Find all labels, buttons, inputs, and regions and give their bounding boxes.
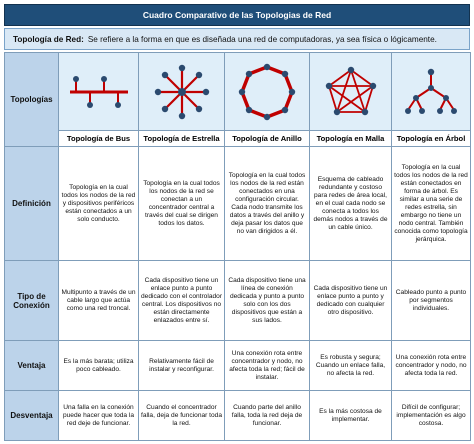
mesh-tipo: Cada dispositivo tiene un enlace punto a punto y dedicado con cualquier otro dispositivo. [310, 261, 392, 341]
page-title: Cuadro Comparativo de las Topologias de Red [4, 4, 470, 26]
tree-desventaja: Difícil de configurar; implementación es algo costosa. [392, 391, 471, 441]
star-definicion: Topología en la cual todos los nodos de la red se conectan a un concentrador central a través del cual se dirigen todos los datos. [139, 147, 225, 261]
tree-caption: Topología en Árbol [392, 131, 471, 147]
tree-cell [392, 53, 471, 131]
mesh-definicion: Esquema de cableado redundante y costoso para redes de área local, en el cual cada nodo se conecta a todos los demás nodos a través de un cable único. [310, 147, 392, 261]
bus-definicion: Topología en la cual todos los nodos de la red y dispositivos periféricos están conectados a un solo conducto. [59, 147, 139, 261]
tree-definicion: Topología en la cual todos los nodos de la red están conectados en forma de árbol. Es similar a una serie de redes estrella, sin embargo no tiene un nodo central. También conocida como topología jerárquica. [392, 147, 471, 261]
star-desventaja: Cuando el concentrador falla, deja de funcionar toda la red. [139, 391, 225, 441]
row-label-definicion: Definición [5, 147, 59, 261]
table-row-definicion [5, 147, 471, 261]
ring-cell [225, 53, 310, 131]
table-row-images [5, 53, 471, 131]
bus-caption: Topología de Bus [59, 131, 139, 147]
network-topology-definition [4, 28, 470, 50]
definition-label: Topología de Red: [13, 34, 84, 44]
ring-desventaja: Cuando parte del anillo falla, toda la red deja de funcionar. [225, 391, 310, 441]
star-cell [139, 53, 225, 131]
bus-desventaja: Una falla en la conexión puede hacer que toda la red deje de funcionar. [59, 391, 139, 441]
star-topology-icon [147, 60, 217, 124]
ring-definicion: Topología en la cual todos los nodos de la red están conectados en una configuración circular. Cada nodo transmite los datos a través del anillo y deja pasar los datos que no van dirigidos a él. [225, 147, 310, 261]
row-label-desventaja: Desventaja [5, 391, 59, 441]
row-label-ventaja: Ventaja [5, 341, 59, 391]
mesh-ventaja: Es robusta y segura; Cuando un enlace falla, no afecta la red. [310, 341, 392, 391]
ring-topology-icon [232, 60, 302, 124]
star-ventaja: Relativamente fácil de instalar y reconfigurar. [139, 341, 225, 391]
comparison-table [4, 52, 471, 441]
tree-topology-icon [396, 60, 466, 124]
tree-ventaja: Una conexión rota entre concentrador y nodo, no afecta toda la red. [392, 341, 471, 391]
table-row-desventaja [5, 391, 471, 441]
ring-ventaja: Una conexión rota entre concentrador y nodo, no afecta toda la red; fácil de instalar. [225, 341, 310, 391]
ring-caption: Topología de Anillo [225, 131, 310, 147]
table-row-tipo [5, 261, 471, 341]
mesh-cell [310, 53, 392, 131]
bus-ventaja: Es la más barata; utiliza poco cableado. [59, 341, 139, 391]
table-row-captions [5, 131, 471, 147]
bus-cell [59, 53, 139, 131]
star-tipo: Cada dispositivo tiene un enlace punto a punto dedicado con el controlador central. Los dispositivos no están directamente enlazados entre sí. [139, 261, 225, 341]
table-row-ventaja [5, 341, 471, 391]
mesh-topology-icon [316, 60, 386, 124]
mesh-desventaja: Es la más costosa de implementar. [310, 391, 392, 441]
bus-topology-icon [64, 62, 134, 122]
definition-text: Se refiere a la forma en que es diseñada una red de computadoras, ya sea física o lógicamente. [87, 34, 437, 44]
bus-tipo: Multipunto a través de un cable largo que actúa como una red troncal. [59, 261, 139, 341]
row-label-tipo: Tipo de Conexión [5, 261, 59, 341]
star-caption: Topología de Estrella [139, 131, 225, 147]
mesh-caption: Topología en Malla [310, 131, 392, 147]
ring-tipo: Cada dispositivo tiene una línea de conexión dedicada y punto a punto solo con los dos dispositivos que están a sus lados. [225, 261, 310, 341]
row-label-topologias: Topologías [5, 53, 59, 147]
tree-tipo: Cableado punto a punto por segmentos individuales. [392, 261, 471, 341]
